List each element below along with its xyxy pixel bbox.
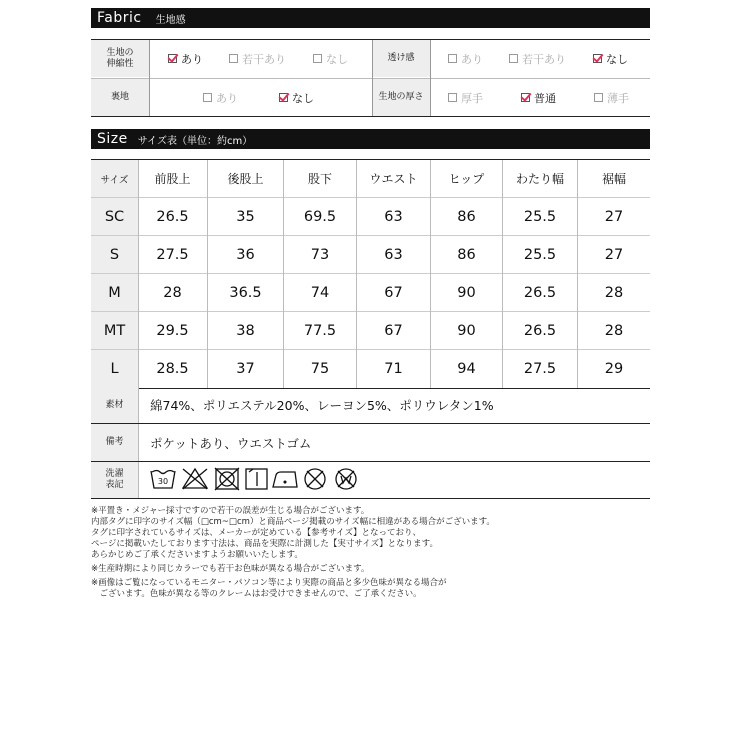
thickness-option-atsude: 厚手 (448, 79, 483, 116)
divider (356, 160, 357, 388)
checkbox-icon (448, 54, 457, 63)
table-cell: 90 (457, 285, 476, 301)
sheer-option-ari: あり (448, 40, 483, 77)
table-row (91, 235, 650, 274)
table-row (91, 349, 650, 388)
table-cell: 27.5 (156, 247, 189, 263)
table-cell: 27.5 (523, 361, 557, 377)
size-cell: MT (103, 323, 126, 339)
table-cell: 29 (604, 361, 624, 377)
table-cell: 35 (236, 209, 255, 225)
thickness-option-futsuu: 普通 (521, 79, 556, 116)
fabric-table (91, 39, 650, 117)
size-table-header (91, 160, 650, 197)
checkbox-icon (313, 54, 322, 63)
table-row (91, 273, 650, 312)
size-table (91, 159, 650, 389)
divider (283, 160, 284, 388)
wash-30-icon (151, 471, 175, 489)
table-cell: 28 (163, 285, 182, 301)
checkbox-icon (229, 54, 238, 63)
table-cell: 28 (604, 323, 624, 339)
table-cell: 75 (310, 361, 330, 377)
size-cell: L (110, 361, 119, 377)
checkbox-checked-icon (521, 93, 530, 102)
table-cell: 29.5 (156, 323, 189, 339)
header-front-rise: 前股上 (154, 172, 191, 186)
table-cell: 90 (457, 323, 476, 339)
table-cell: 63 (384, 247, 403, 263)
divider (502, 160, 503, 388)
table-cell: 26.5 (156, 209, 189, 225)
checkbox-icon (203, 93, 212, 102)
checkbox-icon (509, 54, 518, 63)
sheer-option-nashi: なし (593, 40, 628, 77)
table-cell: 73 (310, 247, 330, 263)
divider (430, 160, 431, 388)
header-inseam: 股下 (307, 172, 332, 186)
divider (207, 160, 208, 388)
table-row (91, 311, 650, 350)
wash-temp-text: 30 (157, 477, 169, 486)
size-cell: S (109, 247, 120, 263)
checkbox-checked-icon (168, 54, 177, 63)
size-subtitle: サイズ表（単位：約cm） (137, 135, 253, 147)
checkbox-checked-icon (279, 93, 288, 102)
note-line: ページに掲載いたしております寸法は、商品を実際に計測した【実寸サイズ】となります。 (91, 539, 438, 549)
note-line: ※生産時期により同じカラーでも若干お色味が異なる場合がございます。 (91, 564, 370, 574)
stretch-option-ari: あり (168, 40, 203, 77)
fabric-section-header (91, 8, 650, 28)
header-thigh-width: わたり幅 (515, 172, 564, 186)
note-line: ※画像はご覧になっているモニター・パソコン等により実際の商品と多少色味が異なる場合が (91, 578, 447, 588)
note-line: ございます。色味が異なる等のクレームはお受けできませんので、ご了承ください。 (91, 589, 422, 599)
note-line: タグに印字されているサイズは、メーカーが定めている【参考サイズ】となっており、 (91, 528, 421, 538)
material-value: 綿74%、ポリエステル20%、レーヨン5%、ポリウレタン1% (150, 398, 494, 413)
material-row (91, 387, 650, 424)
table-cell: 28 (604, 285, 624, 301)
lining-option-ari: あり (203, 79, 238, 116)
divider (577, 160, 578, 388)
header-hip: ヒップ (448, 172, 485, 186)
checkbox-icon (448, 93, 457, 102)
table-cell: 27 (604, 247, 624, 263)
fabric-row (91, 40, 650, 77)
header-hem-width: 裾幅 (601, 172, 626, 186)
sheer-option-jakkan: 若干あり (509, 40, 566, 77)
fabric-subtitle: 生地感 (155, 14, 186, 26)
table-cell: 25.5 (523, 247, 557, 263)
table-cell: 67 (384, 323, 403, 339)
divider (430, 40, 431, 116)
table-cell: 63 (384, 209, 403, 225)
thickness-label: 生地の厚さ (372, 79, 430, 116)
thickness-option-usude: 薄手 (594, 79, 629, 116)
checkbox-icon (594, 93, 603, 102)
table-cell: 36 (236, 247, 255, 263)
table-cell: 25.5 (523, 209, 557, 225)
table-cell: 27 (604, 209, 624, 225)
table-cell: 94 (457, 361, 476, 377)
fabric-row (91, 78, 650, 116)
table-cell: 28.5 (156, 361, 189, 377)
size-section-header (91, 129, 650, 149)
remarks-value: ポケットあり、ウエストゴム (150, 435, 312, 451)
table-cell: 86 (457, 247, 476, 263)
table-cell: 86 (457, 209, 476, 225)
size-title: Size (97, 131, 128, 147)
notes (91, 506, 651, 600)
care-label: 洗濯 表記 (91, 462, 138, 498)
divider (138, 160, 139, 388)
note-line: ※平置き・メジャー採寸ですので若干の誤差が生じる場合がございます。 (91, 506, 370, 516)
fabric-title: Fabric (97, 10, 142, 26)
stretch-option-nashi: なし (313, 40, 348, 77)
table-row (91, 197, 650, 236)
table-cell: 69.5 (303, 209, 337, 225)
size-cell: SC (104, 209, 125, 225)
no-dry-clean-icon (305, 469, 325, 489)
sheer-label: 透け感 (372, 40, 430, 77)
stretch-label: 生地の 伸縮性 (91, 40, 149, 77)
table-cell: 26.5 (523, 323, 557, 339)
care-row (91, 462, 650, 499)
divider (138, 387, 139, 423)
stretch-option-jakkan: 若干あり (229, 40, 286, 77)
table-cell: 77.5 (303, 323, 337, 339)
no-tumble-dry-icon (215, 468, 239, 490)
line-dry-icon (246, 469, 267, 489)
table-cell: 37 (236, 361, 255, 377)
table-cell: 71 (384, 361, 403, 377)
care-symbols (149, 466, 389, 494)
no-wet-clean-icon (336, 469, 356, 489)
divider (149, 40, 150, 116)
lining-option-nashi: なし (279, 79, 314, 116)
size-cell: M (108, 285, 121, 301)
remarks-row (91, 424, 650, 462)
header-back-rise: 後股上 (227, 172, 264, 186)
table-cell: 74 (310, 285, 330, 301)
no-bleach-icon (183, 469, 207, 489)
table-cell: 36.5 (229, 285, 262, 301)
lining-label: 裏地 (91, 79, 149, 116)
iron-low-icon (273, 472, 297, 487)
header-waist: ウエスト (369, 172, 418, 186)
header-size: サイズ (100, 174, 129, 186)
material-label: 素材 (91, 387, 138, 423)
checkbox-checked-icon (593, 54, 602, 63)
remarks-label: 備考 (91, 424, 138, 461)
divider (138, 424, 139, 461)
divider (372, 40, 373, 116)
table-cell: 38 (236, 323, 255, 339)
table-cell: 26.5 (523, 285, 557, 301)
divider (138, 462, 139, 498)
note-line: 内部タグに印字のサイズ幅（□cm~□cm）と商品ページ掲載のサイズ幅に相違がある場合がございます。 (91, 517, 495, 527)
note-line: あらかじめご了承くださいますようお願いいたします。 (91, 550, 303, 560)
table-cell: 67 (384, 285, 403, 301)
